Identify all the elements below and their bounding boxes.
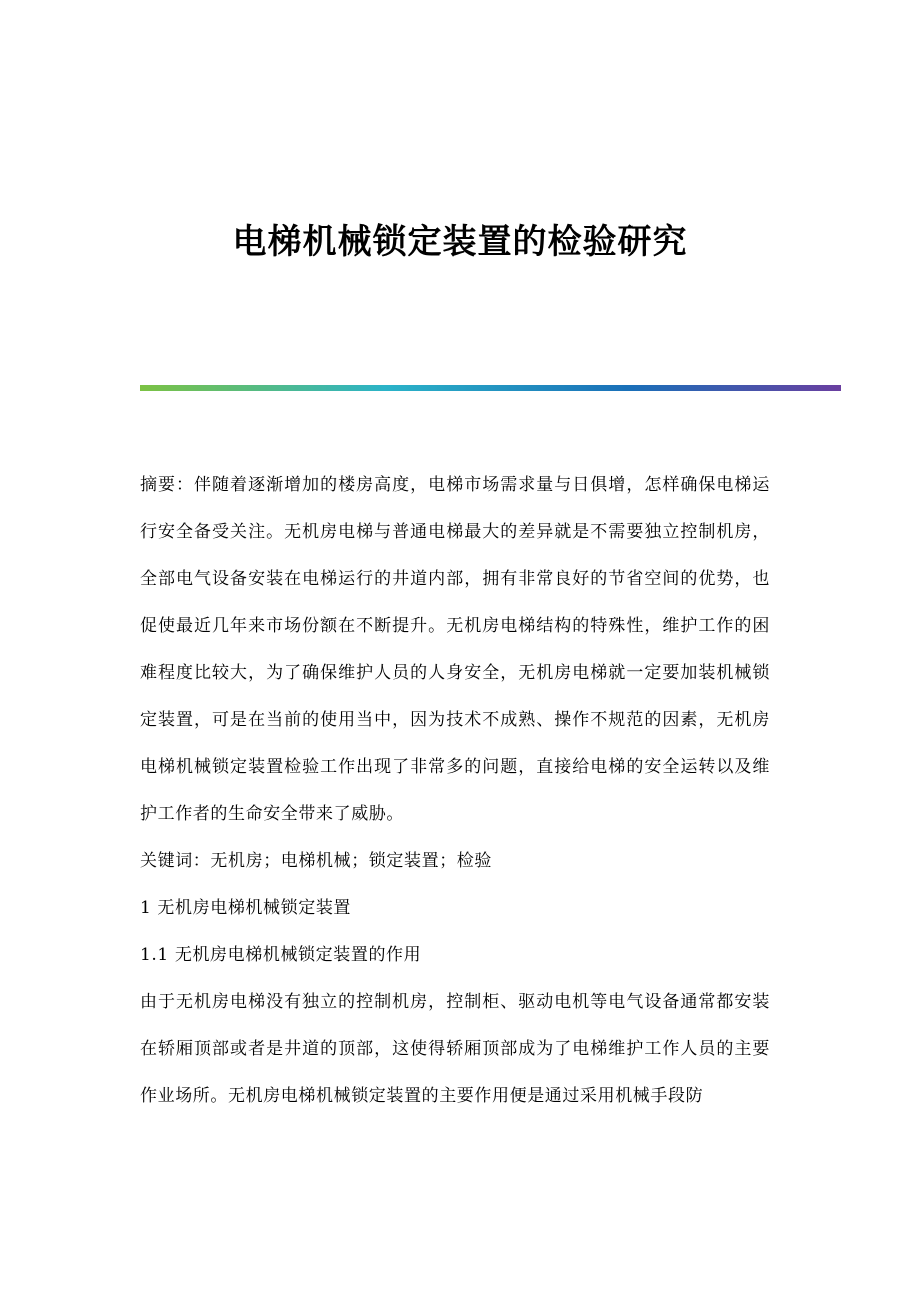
section-heading: 1 无机房电梯机械锁定装置 bbox=[140, 898, 352, 918]
abstract-paragraph: 摘要：伴随着逐渐增加的楼房高度，电梯市场需求量与日俱增，怎样确保电梯运行安全备受关注。无机房电梯与普通电梯最大的差异就是不需要独立控制机房，全部电气设备安装在电梯运行的井道内部，拥有非常良好的节省空间的优势，也促使最近几年来市场份额在不断提升。无机房电梯结构的特殊性，维护工作的困难程度比较大，为了确保维护人员的人身安全，无机房电梯就一定要加装机械锁定装置，可是在当前的使用当中，因为技术不成熟、操作不规范的因素，无机房电梯机械锁定装置检验工作出现了非常多的问题，直接给电梯的安全运转以及维护工作者的生命安全带来了威胁。 bbox=[140, 475, 770, 824]
keywords-line: 关键词：无机房；电梯机械；锁定装置；检验 bbox=[140, 851, 492, 871]
document-title: 电梯机械锁定装置的检验研究 bbox=[232, 222, 688, 262]
document-body bbox=[140, 462, 770, 1120]
subsection-heading: 1.1 无机房电梯机械锁定装置的作用 bbox=[140, 945, 422, 965]
body-paragraph: 由于无机房电梯没有独立的控制机房，控制柜、驱动电机等电气设备通常都安装在轿厢顶部或者是井道的顶部，这使得轿厢顶部成为了电梯维护工作人员的主要作业场所。无机房电梯机械锁定装置的主要作用便是通过采用机械手段防 bbox=[140, 992, 770, 1106]
title-divider-rule bbox=[140, 385, 841, 391]
